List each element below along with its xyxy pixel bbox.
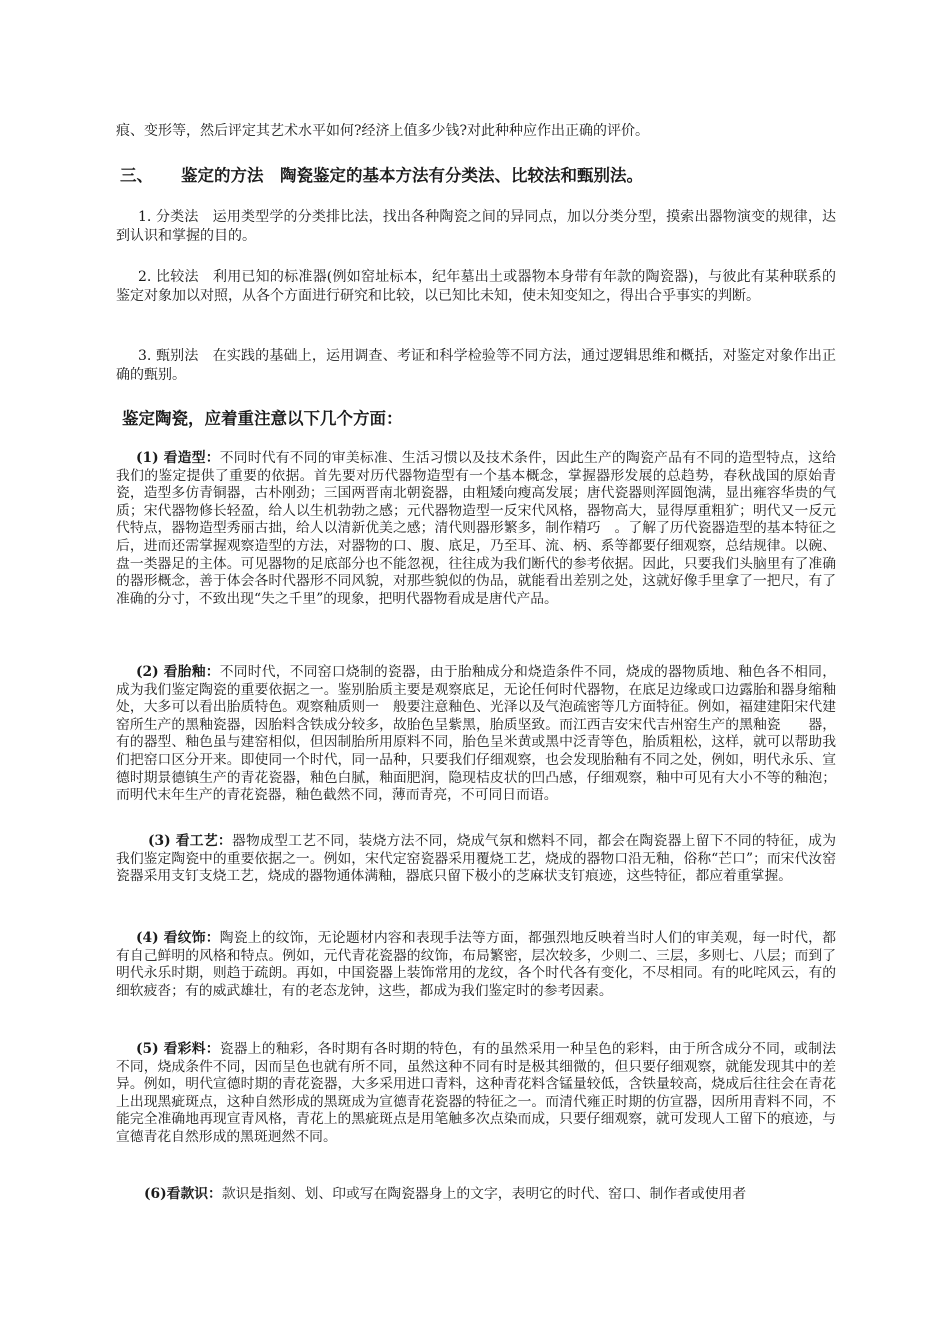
paragraph-continuation	[116, 122, 836, 141]
aspect-label: (3) 看工艺：	[148, 833, 232, 849]
aspects-heading	[122, 408, 403, 430]
aspect-paragraph-3	[116, 833, 836, 886]
method-label: 1. 分类法	[138, 209, 199, 225]
aspect-paragraph-1	[116, 450, 836, 608]
aspect-paragraph-4	[116, 930, 836, 1000]
paragraph-text: 痕、变形等，然后评定其艺术水平如何?经济上值多少钱?对此种种应作出正确的评价。	[116, 123, 650, 139]
section-title: 鉴定的方法 陶瓷鉴定的基本方法有分类法、比较法和甄别法。	[181, 166, 643, 185]
aspect-label: (2) 看胎釉：	[136, 664, 220, 680]
section-number: 三、	[120, 166, 153, 185]
aspects-heading-text: 鉴定陶瓷，应着重注意以下几个方面：	[122, 409, 403, 428]
aspect-paragraph-6	[116, 1186, 836, 1204]
aspect-paragraph-2	[116, 664, 836, 805]
method-label: 3. 甄别法	[138, 348, 199, 364]
aspect-text: 不同时代，不同窑口烧制的瓷器，由于胎釉成分和烧造条件不同，烧成的器物质地、釉色各不相同，成为我们鉴定陶瓷的重要依据之一。鉴别胎质主要是观察底足，无论任何时代器物，在底足边缘或口边露胎和器身缩釉处，大多可以看出胎质特色。观察釉质则一 般要注意釉色、光泽以及气泡疏密等几方面特征。例如，福建建阳宋代建窑所生产的黑釉瓷器，因胎料含铁成分较多，故胎色呈紫黑，胎质坚致。而江西吉安宋代吉州窑生产的黑釉瓷 器，有的器型、釉色虽与建窑相似，但因制胎所用原料不同，胎色呈米黄或黑中泛青等色，胎质粗松，这样，就可以帮助我们把窑口区分开来。即使同一个时代，同一品种，只要我们仔细观察，也会发现胎釉有不同之处，例如，明代永乐、宣德时期景德镇生产的青花瓷器，釉色白腻，釉面肥润，隐现桔皮状的凹凸感，仔细观察，釉中可见有大小不等的釉泡；而明代末年生产的青花瓷器，釉色截然不同，薄而青亮，不可同日而语。	[116, 664, 836, 804]
method-paragraph-2	[116, 268, 836, 305]
aspect-label: (6)看款识：	[144, 1186, 222, 1202]
aspect-text: 器物成型工艺不同，装烧方法不同，烧成气氛和燃料不同，都会在陶瓷器上留下不同的特征，成为我们鉴定陶瓷中的重要依据之一。例如，宋代定窑瓷器采用覆烧工艺，烧成的器物口沿无釉，俗称“芒口”；而宋代汝窑瓷器采用支钉支烧工艺，烧成的器物通体满釉，器底只留下极小的芝麻状支钉痕迹，这些特征，都应着重掌握。	[116, 833, 836, 885]
aspect-text: 陶瓷上的纹饰，无论题材内容和表现手法等方面，都强烈地反映着当时人们的审美观，每一时代，都有自己鲜明的风格和特点。例如，元代青花瓷器的纹饰，布局繁密，层次较多，少则二、三层，多则七、八层；而到了明代永乐时期，则趋于疏朗。再如，中国瓷器上装饰常用的龙纹，各个时代各有变化，不尽相同。有的叱咤风云，有的细软疲沓；有的威武雄壮，有的老态龙钟，这些，都成为我们鉴定时的参考因素。	[116, 930, 836, 999]
method-text: 利用已知的标准器(例如窑址标本，纪年墓出土或器物本身带有年款的陶瓷器)，与彼此有某种联系的鉴定对象加以对照，从各个方面进行研究和比较，以已知比未知，使未知变知之，得出合乎事实的判断。	[116, 269, 837, 304]
aspect-text: 瓷器上的釉彩，各时期有各时期的特色，有的虽然采用一种呈色的彩料，由于所含成分不同，或制法不同，烧成条件不同，因而呈色也就有所不同，虽然这种不同有时是极其细微的，但只要仔细观察，就能发现其中的差异。例如，明代宣德时期的青花瓷器，大多采用进口青料，这种青花料含锰量较低，含铁量较高，烧成后往往会在青花上出现黑疵斑点，这种自然形成的黑斑成为宣德青花瓷器的特征之一。而清代雍正时期的仿宣器，因所用青料不同，不能完全准确地再现宣青风格，青花上的黑疵斑点是用笔触多次点染而成，只要仔细观察，就可发现人工留下的痕迹，与宣德青花自然形成的黑斑迥然不同。	[116, 1041, 836, 1145]
aspect-label: (1) 看造型：	[136, 450, 220, 466]
method-paragraph-3	[116, 347, 836, 384]
method-paragraph-1	[116, 208, 836, 245]
aspect-label: (4) 看纹饰：	[136, 930, 220, 946]
method-text: 在实践的基础上，运用调查、考证和科学检验等不同方法，通过逻辑思维和概括，对鉴定对象作出正确的甄别。	[116, 348, 837, 383]
section-heading-three	[120, 165, 643, 187]
aspect-label: (5) 看彩料：	[136, 1041, 220, 1057]
aspect-text: 不同时代有不同的审美标准、生活习惯以及技术条件，因此生产的陶瓷产品有不同的造型特点，这给我们的鉴定提供了重要的依据。首先要对历代器物造型有一个基本概念，掌握器形发展的总趋势，春秋战国的原始青瓷，造型多仿青铜器，古朴刚劲；三国两晋南北朝瓷器，由粗矮向瘦高发展；唐代瓷器则浑圆饱满，显出雍容华贵的气质；宋代器物修长轻盈，给人以生机勃勃之感；元代器物造型一反宋代风格，器物高大，显得厚重粗犷；明代又一反元代特点，器物造型秀丽古拙，给人以清新优美之感；清代则器形繁多，制作精巧 。了解了历代瓷器造型的基本特征之后，进而还需掌握观察造型的方法，对器物的口、腹、底足，乃至耳、流、柄、系等都要仔细观察，总结规律。以碗、盘一类器足的主体。可见器物的足底部分也不能忽视，往往成为我们断代的参考依据。因此，只要我们头脑里有了准确的器形概念，善于体会各时代器形不同风貌，对那些貌似的伪品，就能看出差别之处，这就好像手里拿了一把尺，有了准确的分寸，不致出现“失之千里”的现象，把明代器物看成是唐代产品。	[116, 450, 836, 607]
aspect-text: 款识是指刻、划、印或写在陶瓷器身上的文字，表明它的时代、窑口、制作者或使用者	[221, 1186, 747, 1202]
method-label: 2. 比较法	[138, 269, 199, 285]
method-text: 运用类型学的分类排比法，找出各种陶瓷之间的异同点，加以分类分型，摸索出器物演变的规律，达到认识和掌握的目的。	[116, 209, 837, 244]
aspect-paragraph-5	[116, 1041, 836, 1147]
